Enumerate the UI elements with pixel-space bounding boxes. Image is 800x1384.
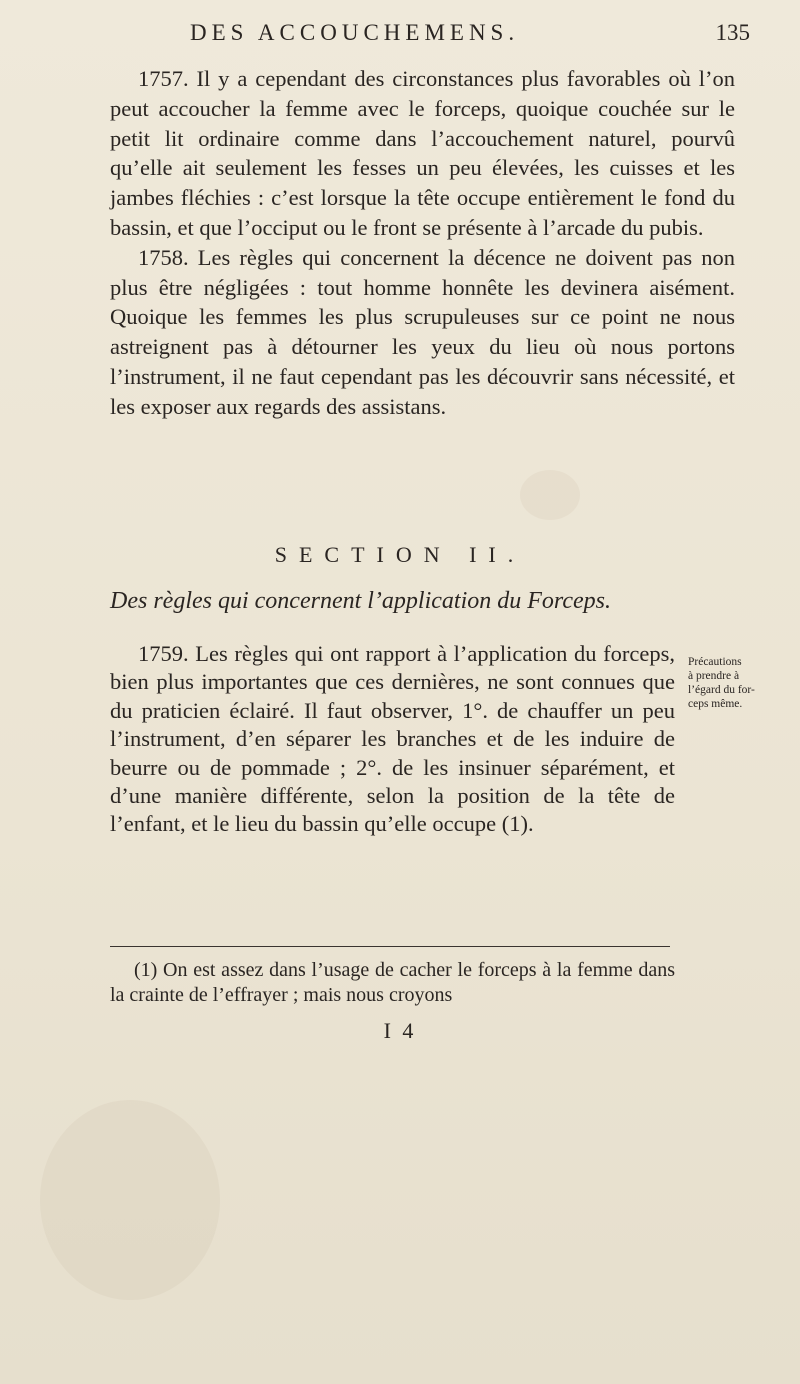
signature-mark: I 4 <box>383 1018 417 1043</box>
paragraph-1759: 1759. Les règles qui ont rapport à l’application du forceps, bien plus importantes que ces dernières, ne sont connues que du praticien éclairé. Il faut observer, 1°. de chauffer un peu l’instrument, d’en séparer les branches et de les induire de beurre ou de pommade ; 2°. de les insinuer séparément, et d’une manière différente, selon la position de la tête de l’enfant, et le lieu du bassin qu’elle occupe (1). <box>110 641 675 837</box>
paper-stain <box>520 470 580 520</box>
paragraph-1757: 1757. Il y a cependant des circonstances plus favorables où l’on peut accoucher la femme avec le forceps, quoique couchée sur le petit lit ordinaire comme dans l’accouchement naturel, pourvû qu’elle ait seulement les fesses un peu élevées, les cuisses et les jambes fléchies : c’est lorsque la tête occupe entièrement le fond du bassin, et que l’occiput ou le front se présente à l’arcade du pubis. <box>110 66 735 240</box>
main-text <box>110 64 735 422</box>
section-heading: SECTION II. <box>274 542 526 567</box>
footnote-divider <box>110 946 670 947</box>
marginal-note-line: ceps même. <box>688 698 743 710</box>
page-header <box>190 20 750 50</box>
page-number: 135 <box>715 20 750 45</box>
marginal-note-line: à prendre à <box>688 670 740 682</box>
marginal-note <box>688 655 788 711</box>
marginal-note-line: l’égard du for- <box>688 684 755 696</box>
paragraph-1758: 1758. Les règles qui concernent la décence ne doivent pas non plus être négligées : tout homme honnête les devinera aisément. Quoique les femmes les plus scrupuleuses sur ce point ne nous astreignent pas à détourner les yeux du lieu où nous portons l’instrument, il ne faut cependant pas les découvrir sans nécessité, et les exposer aux regards des assistans. <box>110 244 735 419</box>
running-head: DES ACCOUCHEMENS. <box>190 20 520 45</box>
section-title: Des règles qui concernent l’application du Forceps. <box>110 588 611 614</box>
footnote: (1) On est assez dans l’usage de cacher le forceps à la femme dans la crainte de l’effrayer ; mais nous croyons <box>110 959 675 1006</box>
paper-stain <box>40 1100 220 1300</box>
marginal-note-line: Précautions <box>688 656 742 668</box>
